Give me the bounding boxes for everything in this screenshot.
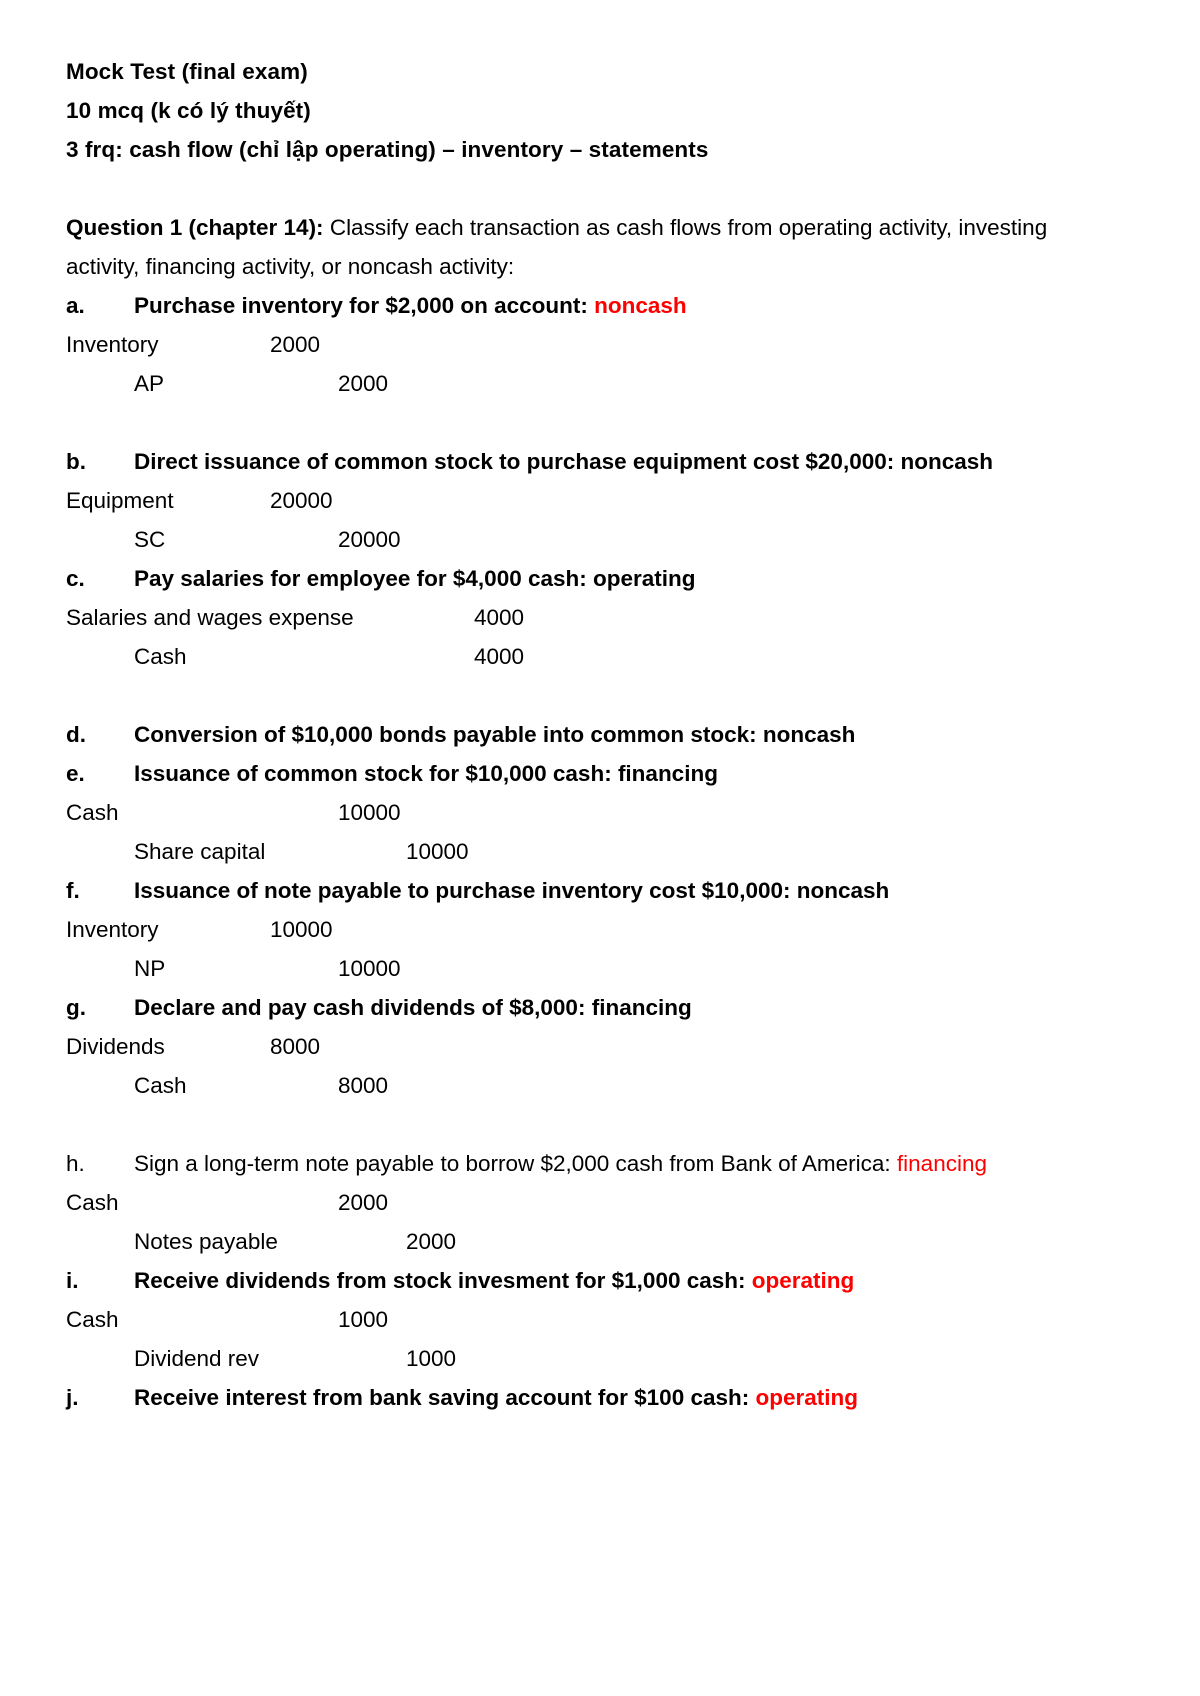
transaction-item-c (66, 559, 1122, 598)
journal-amount: 2000 (338, 1190, 389, 1215)
journal-account: Equipment (66, 488, 174, 513)
journal-account: Dividend rev (134, 1346, 260, 1371)
journal-entry-row (66, 637, 1122, 676)
journal-entry-row (66, 1027, 1122, 1066)
journal-account: Cash (66, 1190, 119, 1215)
journal-entry-row (66, 1066, 1122, 1105)
item-body (134, 988, 1122, 1027)
journal-amount: 4000 (474, 644, 525, 669)
journal-amount: 8000 (338, 1073, 389, 1098)
item-description: Declare and pay cash dividends of $8,000: (134, 995, 592, 1020)
journal-account: Cash (134, 1073, 187, 1098)
journal-amount: 2000 (406, 1229, 457, 1254)
item-description: Pay salaries for employee for $4,000 cash: (134, 566, 593, 591)
journal-amount: 20000 (338, 527, 401, 552)
journal-entry-row (66, 598, 1122, 637)
item-letter: e. (66, 761, 85, 786)
journal-amount: 8000 (270, 1034, 321, 1059)
journal-amount: 1000 (338, 1307, 389, 1332)
item-letter: a. (66, 293, 85, 318)
item-answer: operating (593, 566, 696, 591)
question-1-prompt: Classify each transaction as cash flows from operating activity, investing activity, financing activity, or noncash activity: (66, 215, 1048, 279)
journal-entry-row (66, 793, 1122, 832)
item-answer: financing (617, 761, 718, 786)
journal-account: SC (134, 527, 166, 552)
journal-amount: 10000 (270, 917, 333, 942)
spacer (66, 1105, 1122, 1144)
journal-account: Dividends (66, 1034, 165, 1059)
item-description: Issuance of note payable to purchase inventory cost $10,000: (134, 878, 797, 903)
item-answer: noncash (796, 878, 890, 903)
heading-line-3: 3 frq: cash flow (chỉ lập operating) – inventory – statements (66, 137, 709, 162)
journal-account: Inventory (66, 917, 159, 942)
journal-account: Cash (134, 644, 187, 669)
item-description: Conversion of $10,000 bonds payable into common stock: (134, 722, 763, 747)
journal-account: AP (134, 371, 165, 396)
journal-entry-row (66, 520, 1122, 559)
item-letter: i. (66, 1268, 79, 1293)
journal-amount: 1000 (406, 1346, 457, 1371)
transaction-item-f (66, 871, 1122, 910)
transaction-item-i (66, 1261, 1122, 1300)
item-body (134, 871, 1122, 910)
item-letter: b. (66, 449, 86, 474)
spacer (66, 676, 1122, 715)
transaction-list (66, 286, 1122, 1417)
question-1-label: Question 1 (chapter 14): (66, 215, 324, 240)
item-answer: noncash (900, 449, 994, 474)
item-answer: financing (591, 995, 692, 1020)
item-letter: j. (66, 1385, 79, 1410)
journal-account: Cash (66, 800, 119, 825)
item-description: Sign a long-term note payable to borrow $2,000 cash from Bank of America: (134, 1151, 897, 1176)
journal-account: Inventory (66, 332, 159, 357)
transaction-item-g (66, 988, 1122, 1027)
heading-line-1: Mock Test (final exam) (66, 59, 308, 84)
journal-entry-row (66, 832, 1122, 871)
journal-amount: 10000 (338, 956, 401, 981)
journal-entry-row (66, 910, 1122, 949)
journal-account: NP (134, 956, 166, 981)
heading-line-2: 10 mcq (k có lý thuyết) (66, 98, 311, 123)
item-answer: financing (896, 1151, 987, 1176)
item-body (134, 559, 1122, 598)
item-letter: h. (66, 1151, 85, 1176)
item-description: Receive interest from bank saving account for $100 cash: (134, 1385, 756, 1410)
journal-entry-row (66, 1222, 1122, 1261)
journal-account: Cash (66, 1307, 119, 1332)
journal-amount: 10000 (338, 800, 401, 825)
item-description: Purchase inventory for $2,000 on account: (134, 293, 595, 318)
journal-entry-row (66, 1300, 1122, 1339)
question-1-heading (66, 208, 1122, 286)
transaction-item-b (66, 442, 1122, 481)
journal-account: Share capital (134, 839, 266, 864)
transaction-item-j (66, 1378, 1122, 1417)
journal-amount: 4000 (474, 605, 525, 630)
journal-entry-row (66, 325, 1122, 364)
item-letter: c. (66, 566, 85, 591)
item-body (134, 1144, 1122, 1183)
journal-amount: 10000 (406, 839, 469, 864)
transaction-item-e (66, 754, 1122, 793)
item-letter: f. (66, 878, 80, 903)
journal-entry-row (66, 1339, 1122, 1378)
item-answer: operating (751, 1268, 855, 1293)
item-body (134, 442, 1122, 481)
item-body (134, 754, 1122, 793)
item-description: Direct issuance of common stock to purchase equipment cost $20,000: (134, 449, 901, 474)
spacer-after-heading (66, 169, 1122, 208)
item-answer: noncash (762, 722, 856, 747)
document-header (66, 52, 1122, 169)
transaction-item-d (66, 715, 1122, 754)
item-body (134, 1378, 1122, 1417)
journal-amount: 20000 (270, 488, 333, 513)
transaction-item-h (66, 1144, 1122, 1183)
item-answer: noncash (594, 293, 687, 318)
item-answer: operating (755, 1385, 859, 1410)
journal-amount: 2000 (338, 371, 389, 396)
item-body (134, 1261, 1122, 1300)
journal-entry-row (66, 481, 1122, 520)
item-letter: d. (66, 722, 86, 747)
item-body (134, 715, 1122, 754)
item-letter: g. (66, 995, 86, 1020)
journal-account: Notes payable (134, 1229, 278, 1254)
item-description: Receive dividends from stock invesment for $1,000 cash: (134, 1268, 752, 1293)
spacer (66, 403, 1122, 442)
journal-account: Salaries and wages expense (66, 605, 354, 630)
journal-entry-row (66, 1183, 1122, 1222)
item-description: Issuance of common stock for $10,000 cash: (134, 761, 618, 786)
journal-amount: 2000 (270, 332, 321, 357)
transaction-item-a (66, 286, 1122, 325)
journal-entry-row (66, 949, 1122, 988)
item-body (134, 286, 1122, 325)
journal-entry-row (66, 364, 1122, 403)
